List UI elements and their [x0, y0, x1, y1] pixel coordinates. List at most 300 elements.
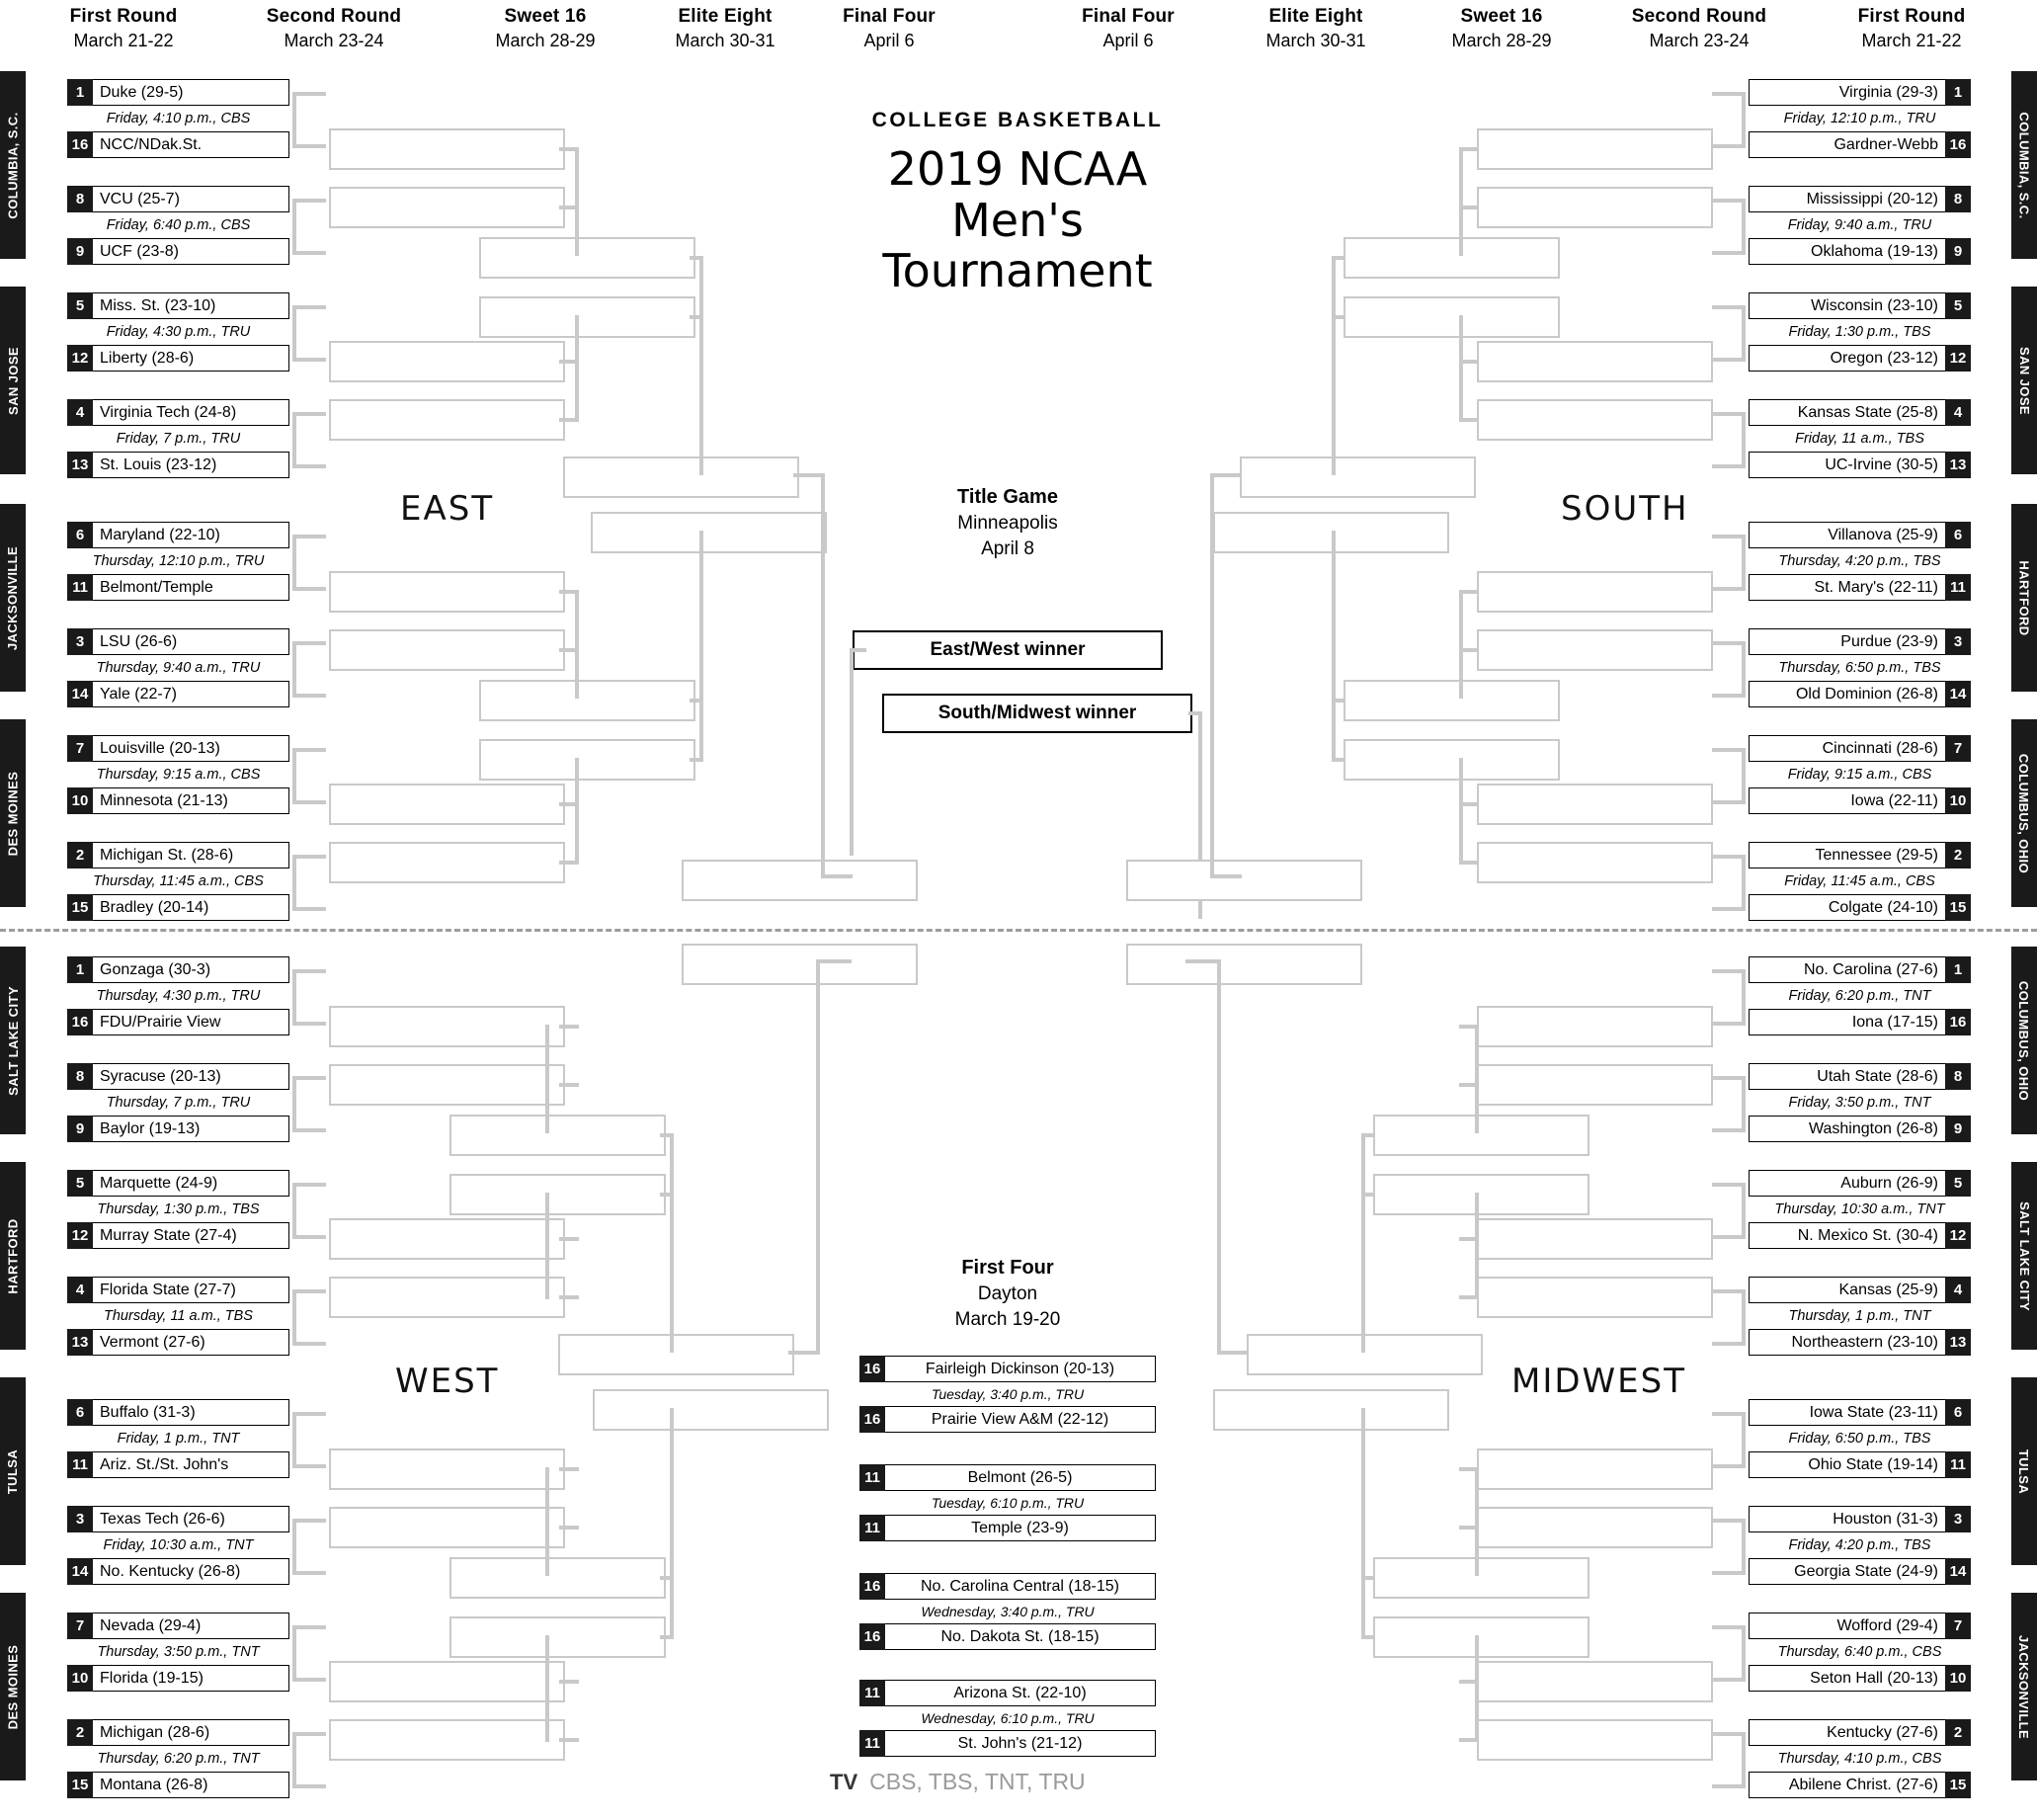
connector — [699, 256, 703, 475]
team-east-1[interactable]: 1 Duke (29-5) — [67, 79, 289, 106]
connector — [292, 535, 326, 538]
connector — [1712, 535, 1746, 538]
team-east-13[interactable]: 13 St. Louis (23-12) — [67, 452, 289, 478]
slot-midwest-r2-7[interactable] — [1477, 1719, 1713, 1761]
first-four-game-3: 11 Arizona St. (22-10) Wednesday, 6:10 p.m., TRU 11 St. John's (21-12) — [859, 1680, 1156, 1757]
gameinfo-south-5: Thursday, 6:50 p.m., TBS — [1778, 660, 1941, 676]
connector — [1712, 1022, 1746, 1026]
team-midwest-4[interactable]: 4 Kansas (25-9) — [1749, 1277, 1971, 1303]
connector — [575, 315, 579, 422]
slot-east-r2-1[interactable] — [329, 187, 565, 228]
gameinfo-west-5: Friday, 10:30 a.m., TNT — [103, 1537, 254, 1553]
half-divider — [0, 929, 2037, 932]
connector — [1742, 1412, 1746, 1468]
slot-south-r2-2[interactable] — [1477, 341, 1713, 382]
connector — [292, 1412, 296, 1468]
slot-east-r2-4[interactable] — [329, 571, 565, 613]
slot-south-s16-1[interactable] — [1344, 296, 1560, 338]
connector — [292, 251, 326, 255]
slot-west-r2-0[interactable] — [329, 1006, 565, 1047]
team-south-14[interactable]: 14 Old Dominion (26-8) — [1749, 681, 1971, 707]
connector — [292, 1732, 296, 1788]
gameinfo-south-2: Friday, 1:30 p.m., TBS — [1788, 324, 1931, 340]
connector — [292, 1519, 326, 1523]
connector — [670, 1133, 674, 1353]
connector — [1712, 144, 1746, 148]
connector — [1712, 1678, 1746, 1682]
slot-west-r2-6[interactable] — [329, 1661, 565, 1702]
connector — [559, 1237, 579, 1241]
connector — [545, 1635, 549, 1742]
connector — [545, 1467, 549, 1576]
gameinfo-midwest-1: Friday, 3:50 p.m., TNT — [1788, 1095, 1931, 1111]
connector — [1712, 800, 1746, 804]
round-header-0: First Round March 21-22 — [69, 6, 178, 50]
team-east-4[interactable]: 4 Virginia Tech (24-8) — [67, 399, 289, 426]
slot-east-s16-1[interactable] — [479, 296, 695, 338]
connector — [292, 199, 296, 255]
connector — [292, 535, 296, 591]
connector — [292, 694, 326, 698]
gameinfo-west-0: Thursday, 4:30 p.m., TRU — [96, 988, 261, 1004]
first-four-team-row[interactable]: 11 Arizona St. (22-10) — [859, 1680, 1156, 1706]
site-tab-midwest-2: TULSA — [2011, 1377, 2037, 1565]
gameinfo-south-7: Friday, 11:45 a.m., CBS — [1784, 873, 1935, 889]
connector — [1712, 1464, 1746, 1468]
connector — [1742, 535, 1746, 591]
team-midwest-3[interactable]: 3 Houston (31-3) — [1749, 1506, 1971, 1532]
slot-west-r2-2[interactable] — [329, 1218, 565, 1260]
site-tab-south-1: SAN JOSE — [2011, 287, 2037, 474]
connector — [1712, 694, 1746, 698]
team-midwest-2[interactable]: 2 Kentucky (27-6) — [1749, 1719, 1971, 1746]
gameinfo-midwest-3: Thursday, 1 p.m., TNT — [1788, 1308, 1931, 1324]
slot-south-f4[interactable] — [1126, 860, 1362, 901]
connector — [292, 92, 326, 96]
connector — [1712, 199, 1746, 203]
connector — [292, 1678, 326, 1682]
connector — [1210, 473, 1214, 878]
connector — [1742, 92, 1746, 148]
connector — [292, 748, 296, 804]
slot-west-r2-4[interactable] — [329, 1448, 565, 1490]
team-east-16[interactable]: 16 NCC/NDak.St. — [67, 131, 289, 158]
team-east-9[interactable]: 9 UCF (23-8) — [67, 238, 289, 265]
team-west-16[interactable]: 16 FDU/Prairie View — [67, 1009, 289, 1035]
gameinfo-midwest-6: Thursday, 6:40 p.m., CBS — [1777, 1644, 1942, 1660]
slot-east-s16-0[interactable] — [479, 237, 695, 279]
team-midwest-9[interactable]: 9 Washington (26-8) — [1749, 1116, 1971, 1142]
team-east-7[interactable]: 7 Louisville (20-13) — [67, 735, 289, 762]
team-south-6[interactable]: 6 Villanova (25-9) — [1749, 522, 1971, 548]
gameinfo-east-6: Thursday, 9:15 a.m., CBS — [96, 767, 261, 783]
team-south-1[interactable]: 1 Virginia (29-3) — [1749, 79, 1971, 106]
team-west-1[interactable]: 1 Gonzaga (30-3) — [67, 956, 289, 983]
slot-south-r2-5[interactable] — [1477, 629, 1713, 671]
connector — [575, 758, 579, 865]
slot-midwest-s16-1[interactable] — [1373, 1174, 1589, 1215]
slot-south-s16-0[interactable] — [1344, 237, 1560, 279]
team-west-8[interactable]: 8 Syracuse (20-13) — [67, 1063, 289, 1090]
team-south-3[interactable]: 3 Purdue (23-9) — [1749, 628, 1971, 655]
team-midwest-5[interactable]: 5 Auburn (26-9) — [1749, 1170, 1971, 1197]
connector — [1712, 251, 1746, 255]
connector — [292, 641, 296, 698]
site-tab-south-0: COLUMBIA, S.C. — [2011, 71, 2037, 259]
connector — [292, 199, 326, 203]
connector — [292, 1183, 296, 1239]
slot-south-r2-7[interactable] — [1477, 842, 1713, 883]
connector — [1217, 963, 1221, 1355]
team-east-2[interactable]: 2 Michigan St. (28-6) — [67, 842, 289, 869]
connector — [1712, 1625, 1746, 1629]
slot-south-s16-3[interactable] — [1344, 739, 1560, 781]
team-west-2[interactable]: 2 Michigan (28-6) — [67, 1719, 289, 1746]
connector — [545, 1025, 549, 1133]
connector — [292, 1784, 326, 1788]
team-east-11[interactable]: 11 Belmont/Temple — [67, 574, 289, 601]
slot-east-e8-0[interactable] — [563, 456, 799, 498]
slot-west-r2-7[interactable] — [329, 1719, 565, 1761]
title-game-info: Title Game Minneapolis April 8 — [957, 486, 1058, 559]
slot-west-f4[interactable] — [682, 944, 918, 985]
connector — [1475, 1193, 1479, 1299]
connector — [559, 1738, 579, 1742]
team-south-13[interactable]: 13 UC-Irvine (30-5) — [1749, 452, 1971, 478]
slot-east-s16-2[interactable] — [479, 680, 695, 721]
site-tab-east-2: JACKSONVILLE — [0, 504, 26, 692]
slot-west-r2-5[interactable] — [329, 1507, 565, 1548]
connector — [1712, 1076, 1746, 1080]
slot-midwest-r2-1[interactable] — [1477, 1064, 1713, 1106]
connector — [1712, 1784, 1746, 1788]
connector — [1712, 587, 1746, 591]
slot-midwest-r2-0[interactable] — [1477, 1006, 1713, 1047]
team-midwest-15[interactable]: 15 Abilene Christ. (27-6) — [1749, 1772, 1971, 1798]
gameinfo-midwest-7: Thursday, 4:10 p.m., CBS — [1777, 1751, 1942, 1767]
connector — [1712, 1412, 1746, 1416]
team-west-14[interactable]: 14 No. Kentucky (26-8) — [67, 1558, 289, 1585]
first-four-team-row[interactable]: 11 Temple (23-9) — [859, 1515, 1156, 1541]
connector — [292, 1412, 326, 1416]
slot-east-r2-5[interactable] — [329, 629, 565, 671]
connector — [292, 969, 296, 1026]
slot-south-e8-0[interactable] — [1240, 456, 1476, 498]
team-south-11[interactable]: 11 St. Mary's (22-11) — [1749, 574, 1971, 601]
final-connector-2 — [850, 648, 854, 856]
slot-south-r2-6[interactable] — [1477, 784, 1713, 825]
gameinfo-east-5: Thursday, 9:40 a.m., TRU — [96, 660, 261, 676]
team-west-4[interactable]: 4 Florida State (27-7) — [67, 1277, 289, 1303]
team-west-9[interactable]: 9 Baylor (19-13) — [67, 1116, 289, 1142]
team-west-13[interactable]: 13 Vermont (27-6) — [67, 1329, 289, 1356]
connector — [292, 305, 296, 362]
connector — [575, 590, 579, 699]
slot-west-r2-3[interactable] — [329, 1277, 565, 1318]
connector — [1475, 1635, 1479, 1742]
team-east-3[interactable]: 3 LSU (26-6) — [67, 628, 289, 655]
connector — [1712, 1235, 1746, 1239]
round-header-4: Final Four April 6 — [843, 6, 936, 50]
connector — [292, 641, 326, 645]
team-south-5[interactable]: 5 Wisconsin (23-10) — [1749, 292, 1971, 319]
connector — [1712, 1342, 1746, 1346]
final-right-slot[interactable]: South/Midwest winner — [882, 694, 1192, 733]
connector — [292, 1076, 326, 1080]
connector — [821, 874, 853, 878]
region-label-midwest: MIDWEST — [1511, 1362, 1686, 1401]
connector — [292, 1183, 326, 1187]
slot-west-e8-0[interactable] — [558, 1334, 794, 1375]
team-south-10[interactable]: 10 Iowa (22-11) — [1749, 787, 1971, 814]
team-east-10[interactable]: 10 Minnesota (21-13) — [67, 787, 289, 814]
connector — [1332, 256, 1336, 475]
connector — [292, 412, 326, 416]
connector — [1712, 305, 1746, 309]
site-tab-south-3: COLUMBUS, OHIO — [2011, 719, 2037, 907]
connector — [292, 92, 296, 148]
gameinfo-east-4: Thursday, 12:10 p.m., TRU — [92, 553, 265, 569]
team-east-15[interactable]: 15 Bradley (20-14) — [67, 894, 289, 921]
team-south-15[interactable]: 15 Colgate (24-10) — [1749, 894, 1971, 921]
team-midwest-10[interactable]: 10 Seton Hall (20-13) — [1749, 1665, 1971, 1692]
connector — [1742, 1519, 1746, 1575]
connector — [292, 1235, 326, 1239]
connector — [699, 531, 703, 762]
connector — [292, 907, 326, 911]
connector — [292, 1342, 326, 1346]
slot-midwest-s16-0[interactable] — [1373, 1115, 1589, 1156]
connector — [292, 1128, 326, 1132]
first-four-team-row[interactable]: 16 Fairleigh Dickinson (20-13) — [859, 1356, 1156, 1382]
first-four-team-row[interactable]: 16 No. Dakota St. (18-15) — [859, 1623, 1156, 1650]
slot-east-r2-3[interactable] — [329, 399, 565, 441]
connector — [1332, 531, 1336, 762]
gameinfo-west-7: Thursday, 6:20 p.m., TNT — [97, 1751, 260, 1767]
team-east-5[interactable]: 5 Miss. St. (23-10) — [67, 292, 289, 319]
round-header-6: Elite Eight March 30-31 — [1265, 6, 1366, 50]
connector — [292, 855, 296, 911]
connector — [1712, 1128, 1746, 1132]
final-left-slot[interactable]: East/West winner — [853, 630, 1163, 670]
connector — [1210, 874, 1242, 878]
team-south-7[interactable]: 7 Cincinnati (28-6) — [1749, 735, 1971, 762]
team-west-11[interactable]: 11 Ariz. St./St. John's — [67, 1451, 289, 1478]
connector — [559, 1295, 579, 1299]
slot-east-r2-7[interactable] — [329, 842, 565, 883]
gameinfo-south-6: Friday, 9:15 a.m., CBS — [1787, 767, 1932, 783]
team-west-7[interactable]: 7 Nevada (29-4) — [67, 1613, 289, 1639]
gameinfo-south-3: Friday, 11 a.m., TBS — [1795, 431, 1924, 447]
connector — [1712, 641, 1746, 645]
slot-midwest-r2-6[interactable] — [1477, 1661, 1713, 1702]
connector — [1742, 1289, 1746, 1346]
connector — [1712, 1732, 1746, 1736]
connector — [1210, 473, 1242, 477]
slot-midwest-f4[interactable] — [1126, 944, 1362, 985]
connector — [1712, 748, 1746, 752]
gameinfo-east-1: Friday, 6:40 p.m., CBS — [106, 217, 251, 233]
team-east-12[interactable]: 12 Liberty (28-6) — [67, 345, 289, 372]
slot-midwest-r2-2[interactable] — [1477, 1218, 1713, 1260]
slot-midwest-e8-1[interactable] — [1213, 1389, 1449, 1431]
connector — [292, 412, 296, 468]
connector — [1361, 1133, 1365, 1353]
first-four-game-2: 16 No. Carolina Central (18-15) Wednesday, 3:40 p.m., TRU 16 No. Dakota St. (18-15) — [859, 1573, 1156, 1650]
slot-east-r2-6[interactable] — [329, 784, 565, 825]
connector — [545, 1193, 549, 1299]
team-west-3[interactable]: 3 Texas Tech (26-6) — [67, 1506, 289, 1532]
gameinfo-east-0: Friday, 4:10 p.m., CBS — [106, 111, 251, 126]
team-east-8[interactable]: 8 VCU (25-7) — [67, 186, 289, 212]
slot-south-r2-4[interactable] — [1477, 571, 1713, 613]
first-four-team-row[interactable]: 11 St. John's (21-12) — [859, 1730, 1156, 1757]
connector — [559, 1467, 579, 1471]
connector — [1712, 907, 1746, 911]
connector — [1712, 1519, 1746, 1523]
slot-south-r2-1[interactable] — [1477, 187, 1713, 228]
gameinfo-west-2: Thursday, 1:30 p.m., TBS — [97, 1201, 260, 1217]
connector — [1712, 855, 1746, 859]
first-four-team-row[interactable]: 16 Prairie View A&M (22-12) — [859, 1406, 1156, 1433]
first-four-team-row[interactable]: 16 No. Carolina Central (18-15) — [859, 1573, 1156, 1600]
connector — [559, 1680, 579, 1684]
connector — [1742, 1183, 1746, 1239]
team-east-14[interactable]: 14 Yale (22-7) — [67, 681, 289, 707]
gameinfo-midwest-0: Friday, 6:20 p.m., TNT — [1788, 988, 1931, 1004]
gameinfo-midwest-5: Friday, 4:20 p.m., TBS — [1788, 1537, 1931, 1553]
site-tab-west-1: HARTFORD — [0, 1162, 26, 1350]
connector — [292, 1022, 326, 1026]
page-title: COLLEGE BASKETBALL 2019 NCAA Men's Tournament — [871, 109, 1164, 298]
slot-south-r2-3[interactable] — [1477, 399, 1713, 441]
connector — [292, 1289, 296, 1346]
connector — [292, 144, 326, 148]
site-tab-south-2: HARTFORD — [2011, 504, 2037, 692]
slot-west-s16-2[interactable] — [449, 1557, 666, 1599]
connector — [1712, 969, 1746, 973]
slot-midwest-s16-2[interactable] — [1373, 1557, 1589, 1599]
connector — [559, 1526, 579, 1530]
slot-west-s16-3[interactable] — [449, 1616, 666, 1658]
first-four-game-0: 16 Fairleigh Dickinson (20-13) Tuesday, 3:40 p.m., TRU 16 Prairie View A&M (22-12) — [859, 1356, 1156, 1433]
gameinfo-east-3: Friday, 7 p.m., TRU — [116, 431, 241, 447]
slot-midwest-r2-3[interactable] — [1477, 1277, 1713, 1318]
gameinfo-south-4: Thursday, 4:20 p.m., TBS — [1778, 553, 1941, 569]
team-west-15[interactable]: 15 Montana (26-8) — [67, 1772, 289, 1798]
team-midwest-12[interactable]: 12 N. Mexico St. (30-4) — [1749, 1222, 1971, 1249]
first-four-header: First Four Dayton March 19-20 — [954, 1257, 1061, 1330]
connector — [1217, 1351, 1249, 1355]
connector — [292, 1625, 326, 1629]
team-south-9[interactable]: 9 Oklahoma (19-13) — [1749, 238, 1971, 265]
slot-west-s16-0[interactable] — [449, 1115, 666, 1156]
round-header-2: Sweet 16 March 28-29 — [495, 6, 596, 50]
team-west-10[interactable]: 10 Florida (19-15) — [67, 1665, 289, 1692]
connector — [1361, 1408, 1365, 1639]
slot-east-e8-1[interactable] — [591, 512, 827, 553]
connector — [1459, 758, 1463, 865]
team-south-4[interactable]: 4 Kansas State (25-8) — [1749, 399, 1971, 426]
connector — [292, 1519, 296, 1575]
team-midwest-13[interactable]: 13 Northeastern (23-10) — [1749, 1329, 1971, 1356]
team-south-2[interactable]: 2 Tennessee (29-5) — [1749, 842, 1971, 869]
connector — [1475, 1467, 1479, 1576]
connector — [559, 1025, 579, 1029]
site-tab-west-2: TULSA — [0, 1377, 26, 1565]
team-midwest-14[interactable]: 14 Georgia State (24-9) — [1749, 1558, 1971, 1585]
round-header-8: Second Round March 23-24 — [1631, 6, 1767, 50]
team-south-16[interactable]: 16 Gardner-Webb — [1749, 131, 1971, 158]
team-south-8[interactable]: 8 Mississippi (20-12) — [1749, 186, 1971, 212]
slot-south-r2-0[interactable] — [1477, 128, 1713, 170]
slot-east-f4[interactable] — [682, 860, 918, 901]
slot-midwest-r2-5[interactable] — [1477, 1507, 1713, 1548]
team-midwest-7[interactable]: 7 Wofford (29-4) — [1749, 1613, 1971, 1639]
connector — [292, 1076, 296, 1132]
round-header-5: Final Four April 6 — [1082, 6, 1175, 50]
connector — [1742, 1076, 1746, 1132]
connector — [1712, 464, 1746, 468]
connector — [292, 748, 326, 752]
slot-midwest-s16-3[interactable] — [1373, 1616, 1589, 1658]
gameinfo-south-1: Friday, 9:40 a.m., TRU — [1787, 217, 1932, 233]
site-tab-west-0: SALT LAKE CITY — [0, 947, 26, 1134]
first-four-game-1: 11 Belmont (26-5) Tuesday, 6:10 p.m., TRU 11 Temple (23-9) — [859, 1464, 1156, 1541]
connector — [1742, 748, 1746, 804]
team-west-12[interactable]: 12 Murray State (27-4) — [67, 1222, 289, 1249]
slot-midwest-r2-4[interactable] — [1477, 1448, 1713, 1490]
connector — [1742, 1625, 1746, 1682]
slot-east-r2-0[interactable] — [329, 128, 565, 170]
connector — [292, 305, 326, 309]
connector — [1459, 315, 1463, 422]
gameinfo-east-7: Thursday, 11:45 a.m., CBS — [93, 873, 264, 889]
gameinfo-west-1: Thursday, 7 p.m., TRU — [106, 1095, 251, 1111]
team-east-6[interactable]: 6 Maryland (22-10) — [67, 522, 289, 548]
team-midwest-8[interactable]: 8 Utah State (28-6) — [1749, 1063, 1971, 1090]
slot-west-e8-1[interactable] — [593, 1389, 829, 1431]
connector — [1712, 358, 1746, 362]
slot-west-s16-1[interactable] — [449, 1174, 666, 1215]
slot-west-r2-1[interactable] — [329, 1064, 565, 1106]
connector — [1475, 1025, 1479, 1133]
tv-legend — [830, 1769, 1205, 1795]
team-midwest-1[interactable]: 1 No. Carolina (27-6) — [1749, 956, 1971, 983]
connector — [1185, 959, 1221, 963]
first-four-team-row[interactable]: 11 Belmont (26-5) — [859, 1464, 1156, 1491]
team-west-5[interactable]: 5 Marquette (24-9) — [67, 1170, 289, 1197]
connector — [292, 1625, 296, 1682]
round-header-7: Sweet 16 March 28-29 — [1451, 6, 1552, 50]
team-west-6[interactable]: 6 Buffalo (31-3) — [67, 1399, 289, 1426]
team-midwest-6[interactable]: 6 Iowa State (23-11) — [1749, 1399, 1971, 1426]
connector — [292, 800, 326, 804]
connector — [1742, 969, 1746, 1026]
slot-east-s16-3[interactable] — [479, 739, 695, 781]
team-midwest-16[interactable]: 16 Iona (17-15) — [1749, 1009, 1971, 1035]
team-midwest-11[interactable]: 11 Ohio State (19-14) — [1749, 1451, 1971, 1478]
connector — [292, 1289, 326, 1293]
gameinfo-midwest-4: Friday, 6:50 p.m., TBS — [1788, 1431, 1931, 1447]
connector — [292, 1571, 326, 1575]
team-south-12[interactable]: 12 Oregon (23-12) — [1749, 345, 1971, 372]
slot-east-r2-2[interactable] — [329, 341, 565, 382]
connector — [575, 147, 579, 256]
slot-south-s16-2[interactable] — [1344, 680, 1560, 721]
connector — [1742, 199, 1746, 255]
tv-networks: CBS, TBS, TNT, TRU — [869, 1769, 1086, 1794]
